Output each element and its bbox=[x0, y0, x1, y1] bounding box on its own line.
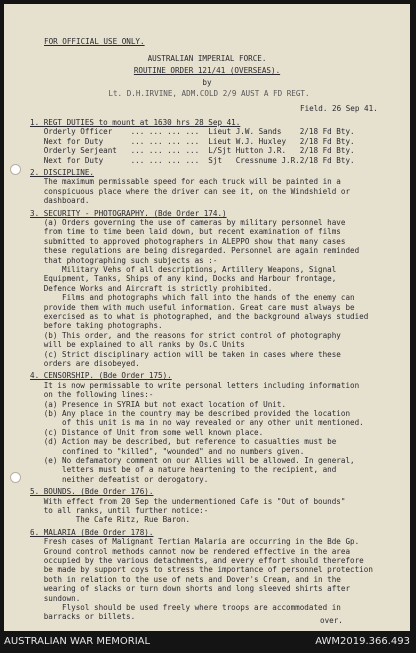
section-text-line: (b) Any place in the country may be described provided the location bbox=[30, 409, 351, 418]
section-heading: 2. DISCIPLINE. bbox=[30, 168, 95, 177]
page-continuation-note: over. bbox=[320, 616, 343, 625]
section-text-line: Fresh cases of Malignant Tertian Malaria are occurring in the Bde Gp. bbox=[30, 537, 360, 547]
section-text-line: to all ranks, until further notice:- bbox=[30, 506, 209, 515]
section-text-line: (a) Presence in SYRIA but not exact location of Unit. bbox=[30, 399, 287, 409]
section-text-line: will be explained to all ranks by Os.C Units bbox=[30, 340, 245, 350]
section-text-line: wearing of slacks or turn down shorts and long sleeved shirts after bbox=[30, 584, 351, 594]
section-text-line: Orderly Officer ... ... ... ... Lieut J.W. Sands 2/18 Fd Bty. bbox=[30, 127, 355, 137]
section-heading: 4. CENSORSHIP. (Bde Order 175). bbox=[30, 371, 172, 381]
section-text-line: before taking photographs. bbox=[30, 321, 163, 331]
section-text-line: sundown. bbox=[30, 593, 81, 603]
section-text-line: Orderly Serjeant ... ... ... ... L/Sjt Hutton J.R. 2/18 Fd Bty. bbox=[30, 146, 355, 156]
footer-catalogue-id: AWM2019.366.493 bbox=[315, 636, 410, 647]
section-text-line: The maximum permissable speed for each truck will be painted in a bbox=[30, 177, 341, 187]
section-text-line: (c) Strict disciplinary action will be taken in cases where these bbox=[30, 349, 341, 359]
location-date: Field. 26 Sep 41. bbox=[300, 104, 378, 113]
section-text-line: neither defeatist or derogatory. bbox=[30, 474, 209, 484]
section-text-line: from time to time been laid down, but recent examination of films bbox=[30, 227, 341, 237]
section-text-line: Defence Works and Aircraft is strictly prohibited. bbox=[30, 283, 273, 293]
section-text-line: Next for Duty ... ... ... ... Lieut W.J. Huxley 2/18 Fd Bty. bbox=[30, 136, 355, 146]
section-text-line: confined to "killed", "wounded" and no numbers given. bbox=[30, 446, 305, 456]
section-text-line: Next for Duty ... ... ... ... Sjt Cressnume J.R.2/18 Fd Bty. bbox=[30, 155, 355, 165]
section-text-line: provide them with much useful information. Great care must always be bbox=[30, 302, 355, 312]
punch-hole-top bbox=[10, 164, 21, 175]
section-text-line: (d) Action may be described, but reference to casualties must be bbox=[30, 437, 337, 447]
section-text-line: of this unit is ma in no way revealed or any other unit mentioned. bbox=[30, 418, 364, 428]
section-text-line: Flysol should be used freely where troops are accommodated in bbox=[30, 603, 341, 612]
section-text-line: on the following lines:- bbox=[30, 390, 154, 400]
section-text-line: letters must be of a nature heartening to the recipient, and bbox=[30, 465, 337, 475]
section-text-line: (a) Orders governing the use of cameras by military personnel have bbox=[30, 218, 346, 227]
section-heading: 3. SECURITY - PHOTOGRAPHY. (Bde Order 174.) bbox=[30, 208, 227, 218]
document-title-2: ROUTINE ORDER 121/41 (OVERSEAS). bbox=[133, 66, 281, 75]
section-text-line: (c) Distance of Unit from some well known place. bbox=[30, 427, 264, 437]
section-text-line: these regulations are being disregarded. Personnel are again reminded bbox=[30, 246, 360, 256]
section-text-line: The Cafe Ritz, Rue Baron. bbox=[30, 515, 191, 525]
section-text-line: occupied by the various detachments, and every effort should therefore bbox=[30, 556, 364, 565]
section-text-line: It is now permissable to write personal letters including information bbox=[30, 380, 360, 390]
section-text-line: conspicuous place where the driver can see it, on the Windshield or bbox=[30, 186, 351, 196]
punch-hole-bottom bbox=[10, 472, 21, 483]
section-text-line: Equipment, Tanks, Ships of any kind, Docks and Harbour frontage, bbox=[30, 274, 337, 284]
section-text-line: orders are disobeyed. bbox=[30, 359, 140, 368]
footer-institution: AUSTRALIAN WAR MEMORIAL bbox=[4, 636, 151, 647]
section-heading: 5. BOUNDS. (Bde Order 176). bbox=[30, 487, 154, 497]
section-text-line: barracks or billets. bbox=[30, 612, 136, 622]
author-line: Lt. D.H.IRVINE, ADM.COLD 2/9 AUST A FD REGT. bbox=[108, 89, 310, 98]
section-text-line: both in relation to the use of nets and Dover's Cream, and in the bbox=[30, 574, 341, 584]
section-text-line: submitted to approved photographers in ALEPPO show that many cases bbox=[30, 236, 346, 246]
section-text-line: exercised as to what is photographed, and the background always studied bbox=[30, 312, 369, 321]
section-heading: 1. REGT DUTIES to mount at 1630 hrs 28 Sep 41. bbox=[30, 118, 241, 127]
document-title-3: by bbox=[202, 78, 212, 87]
section-text-line: that photographing such subjects as :- bbox=[30, 255, 218, 265]
archive-footer bbox=[0, 631, 416, 653]
section-text-line: Films and photographs which fall into the hands of the enemy can bbox=[30, 293, 355, 303]
classification-header: FOR OFFICIAL USE ONLY. bbox=[44, 37, 145, 46]
section-text-line: be made by support coys to stress the importance of personnel protection bbox=[30, 565, 373, 575]
section-text-line: Military Vehs of all descriptions, Artillery Weapons, Signal bbox=[30, 265, 337, 274]
document-page bbox=[4, 4, 410, 631]
section-text-line: (b) This order, and the reasons for strict control of photography bbox=[30, 330, 341, 340]
section-text-line: dashboard. bbox=[30, 196, 90, 206]
section-text-line: With effect from 20 Sep the undermentioned Cafe is "Out of bounds" bbox=[30, 496, 346, 506]
section-heading: 6. MALARIA (Bde Order 178). bbox=[30, 527, 154, 537]
section-text-line: (e) No defamatory comment on our Allies will be allowed. In general, bbox=[30, 456, 355, 465]
section-text-line: Ground control methods cannot now be rendered effective in the area bbox=[30, 546, 351, 556]
document-title-1: AUSTRALIAN IMPERIAL FORCE. bbox=[147, 54, 267, 63]
